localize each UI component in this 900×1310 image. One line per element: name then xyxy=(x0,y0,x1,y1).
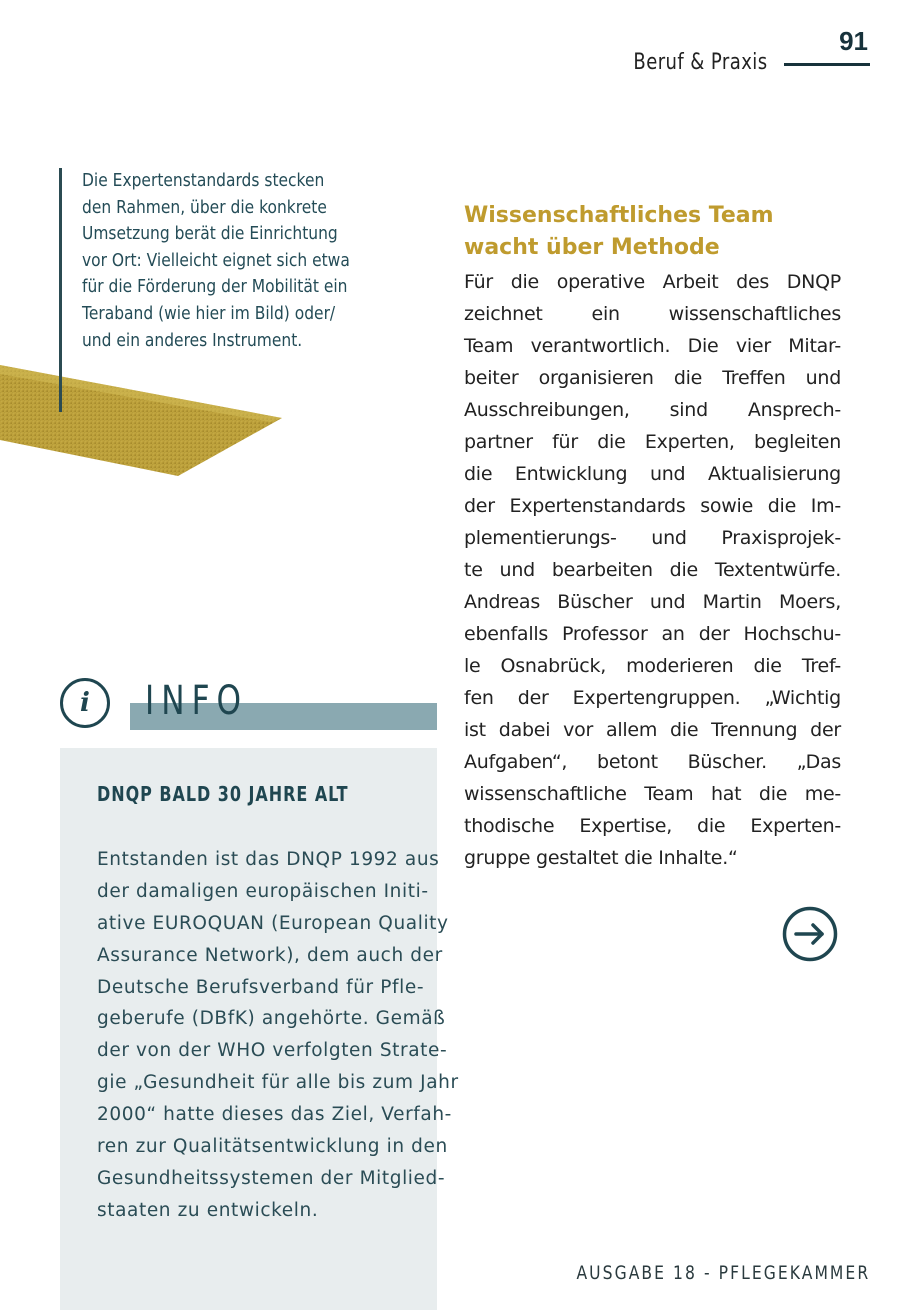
article-line: Andreas Büscher und Martin Moers, xyxy=(464,591,841,613)
article-line: ist dabei vor allem die Trennung der xyxy=(464,719,841,741)
info-body xyxy=(97,844,459,1227)
article-line: thodische Expertise, die Experten- xyxy=(464,815,841,837)
article-line: die Entwicklung und Aktualisierung xyxy=(464,463,841,485)
issue-footer: AUSGABE 18 - PFLEGEKAMMER xyxy=(576,1262,870,1284)
headline-line: Wissenschaftliches Team xyxy=(464,203,774,228)
info-line: ative EUROQUAN (European Quality xyxy=(97,912,449,934)
info-line: Assurance Network), dem auch der xyxy=(97,944,443,966)
article-line: Aufgaben“, betont Büscher. „Das xyxy=(464,751,841,773)
article-line: fen der Expertengruppen. „Wichtig xyxy=(464,687,841,709)
info-line: der von der WHO verfolgten Strate- xyxy=(97,1040,448,1062)
info-line: ren zur Qualitätsentwicklung in den xyxy=(97,1136,448,1158)
arrow-right-circle-icon[interactable] xyxy=(782,906,838,962)
info-line: geberufe (DBfK) angehörte. Gemäß xyxy=(97,1008,446,1030)
article-line: plementierungs- und Praxisprojek- xyxy=(464,527,841,549)
page-number: 91 xyxy=(839,26,868,56)
info-line: der damaligen europäischen Initi- xyxy=(97,880,429,902)
info-line: staaten zu entwickeln. xyxy=(97,1199,319,1221)
article-line: wissenschaftliche Team hat die me- xyxy=(464,783,841,805)
caption-line: vor Ort: Vielleicht eignet sich etwa xyxy=(82,249,350,271)
article-line: gruppe gestaltet die Inhalte.“ xyxy=(464,847,738,869)
caption-line: Die Expertenstandards stecken xyxy=(82,170,325,191)
teraband-image xyxy=(0,360,300,480)
article-line: ebenfalls Professor an der Hochschu- xyxy=(464,623,841,645)
info-line: 2000“ hatte dieses das Ziel, Verfah- xyxy=(97,1104,452,1126)
caption-rule xyxy=(59,168,62,412)
info-line: Entstanden ist das DNQP 1992 aus xyxy=(97,849,440,870)
article-line: beiter organisieren die Treffen und xyxy=(464,367,841,389)
image-caption xyxy=(82,168,350,354)
article-line: Ausschreibungen, sind Ansprech- xyxy=(464,399,841,421)
article-line: der Expertenstandards sowie die Im- xyxy=(464,495,841,517)
article-line: Team verantwortlich. Die vier Mitar- xyxy=(464,335,841,357)
section-rule xyxy=(784,63,870,66)
article-line: Für die operative Arbeit des DNQP xyxy=(464,271,841,293)
info-line: Gesundheitssystemen der Mitglied- xyxy=(97,1167,446,1189)
info-title: INFO xyxy=(145,678,249,724)
article-line: zeichnet ein wissenschaftliches xyxy=(464,303,841,325)
section-label: Beruf & Praxis xyxy=(633,50,768,75)
article-headline xyxy=(464,200,844,264)
article-line: partner für die Experten, begleiten xyxy=(464,431,841,453)
article-line: le Osnabrück, moderieren die Tref- xyxy=(464,655,841,677)
info-heading: DNQP BALD 30 JAHRE ALT xyxy=(97,782,349,806)
caption-line: Teraband (wie hier im Bild) oder/ xyxy=(82,302,336,324)
caption-line: den Rahmen, über die konkrete xyxy=(82,196,327,218)
caption-line: und ein anderes Instrument. xyxy=(82,329,303,351)
headline-line: wacht über Methode xyxy=(464,235,720,260)
caption-line: für die Förderung der Mobilität ein xyxy=(82,276,348,298)
info-icon: i xyxy=(60,678,110,728)
article-body xyxy=(464,266,841,874)
info-line: gie „Gesundheit für alle bis zum Jahr xyxy=(97,1072,459,1094)
caption-line: Umsetzung berät die Einrichtung xyxy=(82,223,338,245)
info-line: Deutsche Berufsverband für Pfle- xyxy=(97,976,425,998)
article-line: te und bearbeiten die Textentwürfe. xyxy=(464,559,841,581)
